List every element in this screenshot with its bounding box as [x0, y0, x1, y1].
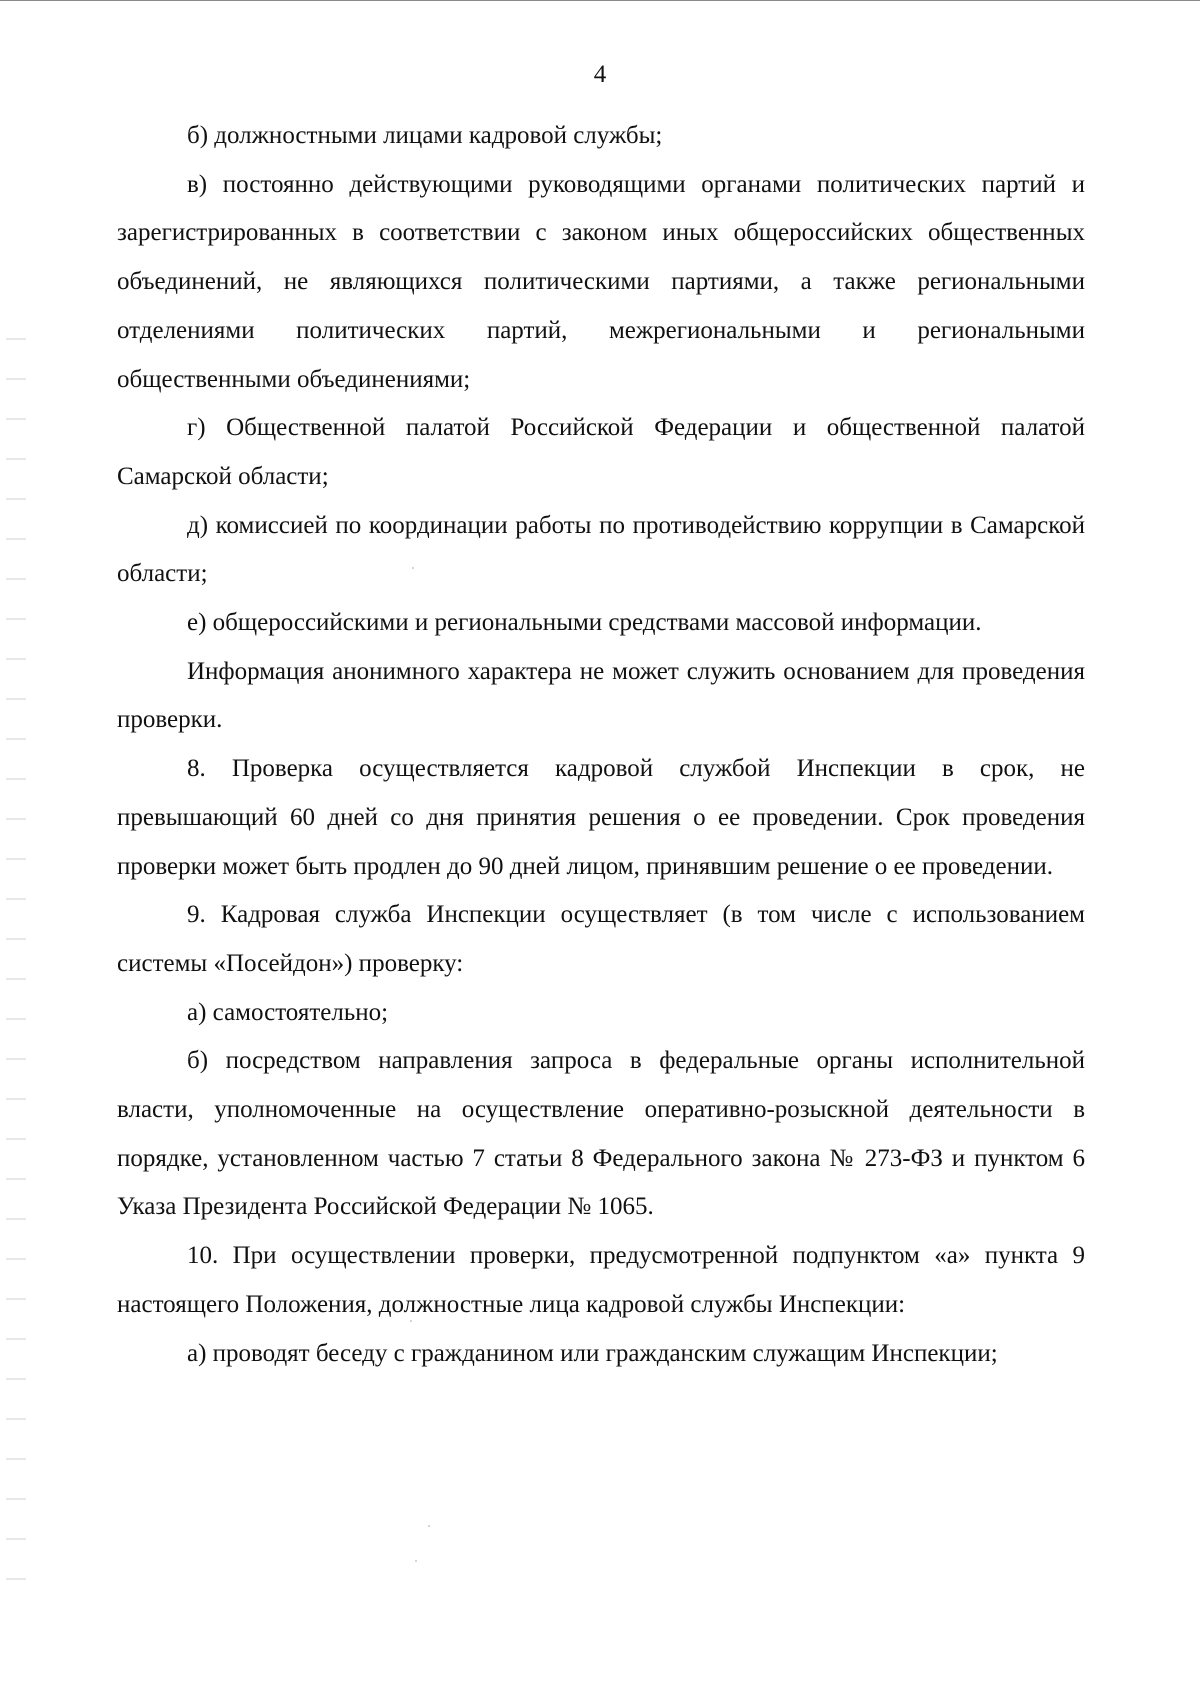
paragraph-d-anticorruption-commission: д) комиссией по координации работы по противодействию коррупции в Самарской области; [117, 511, 1085, 588]
scan-speck [410, 1320, 412, 1322]
paragraph-10-officials-actions: 10. При осуществлении проверки, предусмотренной подпунктом «а» пункта 9 настоящего Положения, должностные лица кадровой службы Инспекции: [117, 1242, 1085, 1318]
paragraph-8-check-term: 8. Проверка осуществляется кадровой службой Инспекции в срок, не превышающий 60 дней со дня принятия решения о ее проведении. Срок проведения проверки может быть продлен до 90 дней лицом, принявшим решение о ее проведении. [117, 755, 1085, 880]
paragraph-b-officials: б) должностными лицами кадровой службы; [187, 122, 663, 149]
document-body [117, 112, 1085, 1378]
paragraph-v-parties: в) постоянно действующими руководящими органами политических партий и зарегистрированных в соответствии с законом иных общероссийских общественных объединений, не являющихся политическими партиями, а также региональными отделениями политических партий, межрегиональными и региональными общественными объединениями; [117, 170, 1085, 393]
scan-speck [428, 1525, 430, 1527]
scan-speck [412, 567, 414, 569]
scan-speck [415, 1560, 417, 1562]
paragraph-b-request: б) посредством направления запроса в федеральные органы исполнительной власти, уполномоченные на осуществление оперативно-розыскной деятельности в порядке, установленном частью 7 статьи 8 Федерального закона № 273-ФЗ и пунктом 6 Указа Президента Российской Федерации № 1065. [117, 1047, 1085, 1221]
paragraph-anonymous-info: Информация анонимного характера не может служить основанием для проведения проверки. [117, 657, 1085, 734]
paragraph-g-public-chamber: г) Общественной палатой Российской Федерации и общественной палатой Самарской области; [117, 414, 1085, 490]
paragraph-e-mass-media: е) общероссийскими и региональными средствами массовой информации. [187, 609, 982, 637]
scan-margin-artifacts [6, 300, 26, 1600]
top-border-line [0, 0, 1200, 1]
paragraph-a-conversation: а) проводят беседу с гражданином или гражданским служащим Инспекции; [187, 1339, 998, 1367]
paragraph-9-check-methods: 9. Кадровая служба Инспекции осуществляет (в том числе с использованием системы «Посейдон») проверку: [117, 901, 1085, 977]
paragraph-a-independently: а) самостоятельно; [187, 998, 389, 1026]
page-number: 4 [593, 61, 607, 88]
